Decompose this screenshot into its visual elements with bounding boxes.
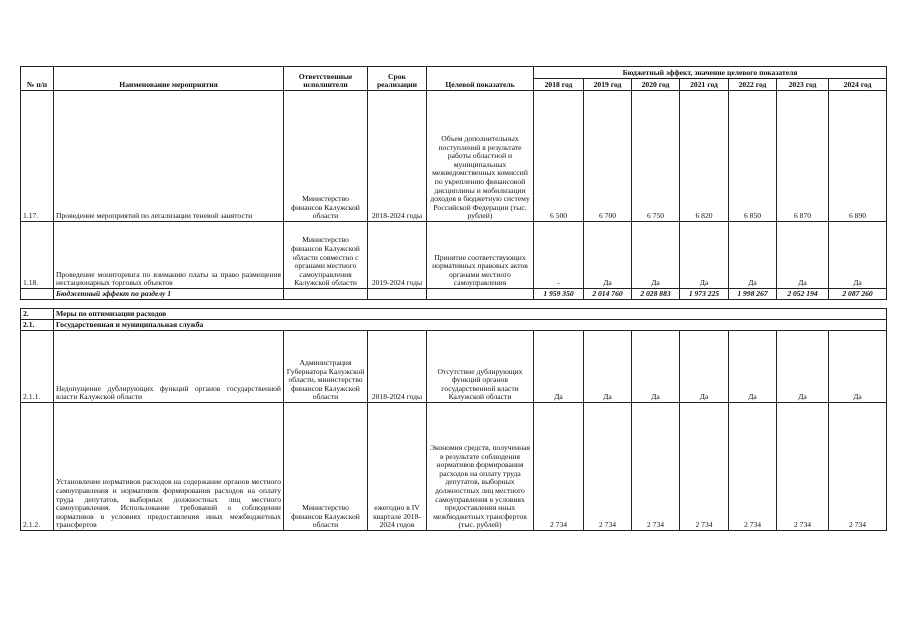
- row-executors: Администрация Губернатора Калужской области, министерство финансов Калужской области: [284, 331, 368, 403]
- row-value: Да: [680, 331, 729, 403]
- header-effect: Бюджетный эффект, значение целевого показателя: [534, 67, 887, 79]
- row-indicator: Принятие соответствующих нормативных правовых актов органами местного самоуправления: [427, 222, 534, 289]
- row-value: Да: [632, 222, 680, 289]
- section-title: Меры по оптимизации расходов: [54, 309, 887, 320]
- subtotal-value: 1 998 267: [729, 289, 777, 300]
- row-value: Да: [680, 222, 729, 289]
- row-value: -: [534, 222, 584, 289]
- header-year: 2018 год: [534, 79, 584, 91]
- row-executors: Министерство финансов Калужской области совместно с органами местного самоуправления Калужской области: [284, 222, 368, 289]
- row-value: Да: [632, 331, 680, 403]
- row-value: Да: [829, 222, 887, 289]
- subsection-number: 2.1.: [21, 320, 54, 331]
- row-number: 2.1.2.: [21, 403, 54, 531]
- header-no: № п/п: [21, 67, 54, 91]
- row-value: Да: [729, 222, 777, 289]
- row-value: Да: [777, 331, 829, 403]
- row-indicator: Объем дополнительных поступлений в результате работы областной и муниципальных межведомственных комиссий по укреплению финансовой дисциплины и мобилизации доходов в бюджетную систему Российской Федерации (тыс. рублей): [427, 91, 534, 222]
- row-value: 6 500: [534, 91, 584, 222]
- header-executors: Ответственные исполнители: [284, 67, 368, 91]
- subtotal-row: [21, 289, 887, 300]
- row-value: Да: [777, 222, 829, 289]
- subtotal-empty: [368, 289, 427, 300]
- row-term: 2018-2024 годы: [368, 91, 427, 222]
- header-year: 2022 год: [729, 79, 777, 91]
- row-term: ежегодно в IV квартале 2018-2024 годов: [368, 403, 427, 531]
- spacer-cell: [21, 300, 887, 309]
- document-table-area: [20, 66, 886, 531]
- row-value: 2 734: [729, 403, 777, 531]
- subsection-row: [21, 320, 887, 331]
- subtotal-value: 2 014 760: [584, 289, 632, 300]
- table-row: [21, 91, 887, 222]
- table-row: [21, 331, 887, 403]
- row-name: Недопущение дублирующих функций органов государственной власти Калужской области: [54, 331, 284, 403]
- row-number: 1.17.: [21, 91, 54, 222]
- header-year: 2023 год: [777, 79, 829, 91]
- subtotal-empty: [427, 289, 534, 300]
- subtotal-value: 2 052 194: [777, 289, 829, 300]
- table-row: [21, 403, 887, 531]
- header-term: Срок реализации: [368, 67, 427, 91]
- row-value: 6 850: [729, 91, 777, 222]
- row-number: 1.18.: [21, 222, 54, 289]
- row-name: Проведение мониторинга по взиманию платы за право размещения нестационарных торговых объектов: [54, 222, 284, 289]
- header-year: 2020 год: [632, 79, 680, 91]
- row-value: 6 820: [680, 91, 729, 222]
- row-value: 2 734: [680, 403, 729, 531]
- subtotal-empty: [21, 289, 54, 300]
- budget-measures-table: [20, 66, 887, 531]
- spacer-row: [21, 300, 887, 309]
- row-value: 6 700: [584, 91, 632, 222]
- row-indicator: Отсутствие дублирующих функций органов государственной власти Калужской области: [427, 331, 534, 403]
- row-value: 6 890: [829, 91, 887, 222]
- subtotal-value: 1 959 350: [534, 289, 584, 300]
- subsection-title: Государственная и муниципальная служба: [54, 320, 887, 331]
- row-value: 6 750: [632, 91, 680, 222]
- row-term: 2018-2024 годы: [368, 331, 427, 403]
- subtotal-value: 1 973 225: [680, 289, 729, 300]
- table-row: [21, 222, 887, 289]
- row-name: Проведение мероприятий по легализации теневой занятости: [54, 91, 284, 222]
- subtotal-empty: [284, 289, 368, 300]
- subtotal-value: 2 028 883: [632, 289, 680, 300]
- row-value: 2 734: [777, 403, 829, 531]
- header-name: Наименование мероприятия: [54, 67, 284, 91]
- row-value: 2 734: [829, 403, 887, 531]
- header-indicator: Целевой показатель: [427, 67, 534, 91]
- row-value: Да: [584, 331, 632, 403]
- header-year: 2024 год: [829, 79, 887, 91]
- row-value: 6 870: [777, 91, 829, 222]
- row-indicator: Экономия средств, полученная в результате соблюдения нормативов формирования расходов на оплату труда депутатов, выборных должностных лиц местного самоуправления в условиях предоставления иных межбюджетных трансфертов (тыс. рублей): [427, 403, 534, 531]
- section-row: [21, 309, 887, 320]
- row-number: 2.1.1.: [21, 331, 54, 403]
- header-year: 2021 год: [680, 79, 729, 91]
- subtotal-value: 2 087 260: [829, 289, 887, 300]
- row-value: 2 734: [534, 403, 584, 531]
- header-year: 2019 год: [584, 79, 632, 91]
- row-value: Да: [534, 331, 584, 403]
- row-value: 2 734: [584, 403, 632, 531]
- row-value: Да: [829, 331, 887, 403]
- row-value: Да: [729, 331, 777, 403]
- row-name: Установление нормативов расходов на содержание органов местного самоуправления и нормативов формирования расходов на оплату труда депутатов, выборных должностных лиц местного самоуправления. Использование требований о соблюдении нормативов в условиях предоставления иных межбюджетных трансфертов: [54, 403, 284, 531]
- subtotal-label: Бюджетный эффект по разделу 1: [54, 289, 284, 300]
- row-value: 2 734: [632, 403, 680, 531]
- row-executors: Министерство финансов Калужской области: [284, 91, 368, 222]
- section-number: 2.: [21, 309, 54, 320]
- row-executors: Министерство финансов Калужской области: [284, 403, 368, 531]
- row-value: Да: [584, 222, 632, 289]
- row-term: 2019-2024 годы: [368, 222, 427, 289]
